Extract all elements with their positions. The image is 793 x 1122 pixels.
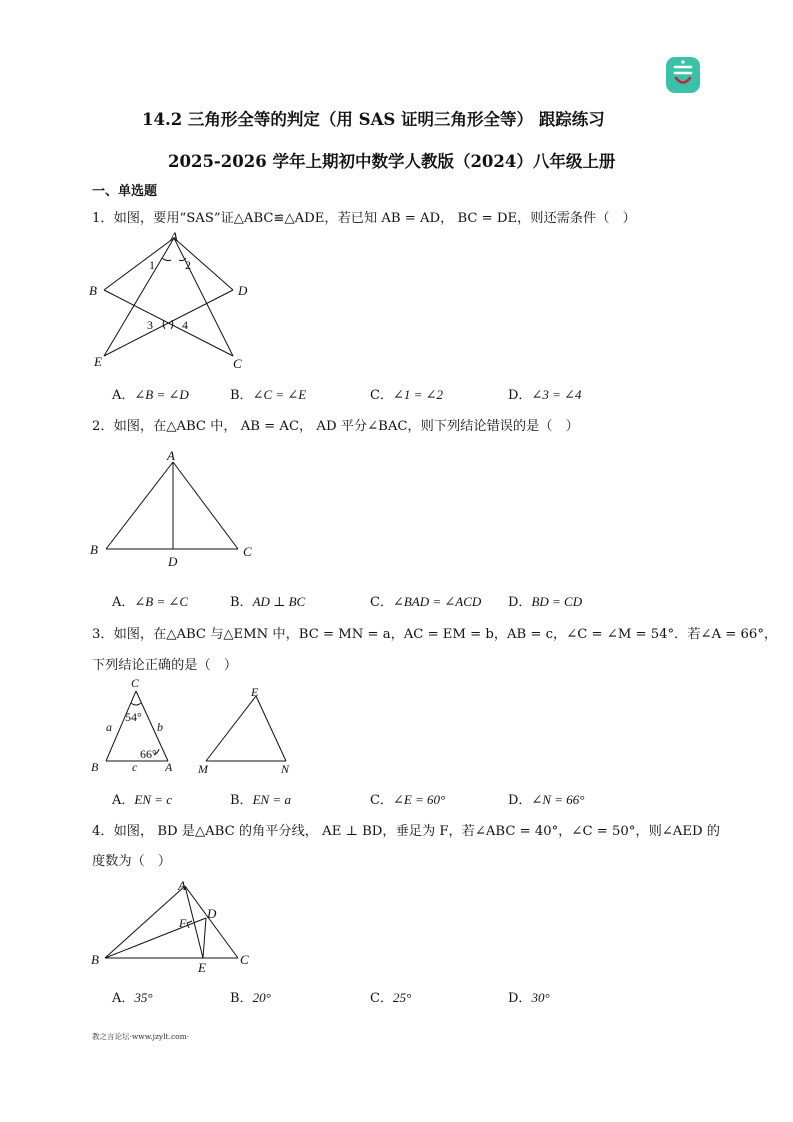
label-A: A: [170, 229, 178, 244]
q4-option-a[interactable]: A．35°: [112, 990, 153, 1006]
label-B: B: [89, 283, 97, 298]
label-F: F: [179, 916, 187, 930]
page-subtitle: 2025-2026 学年上期初中数学人教版（2024）八年级上册: [168, 152, 616, 171]
label-66: 66°: [140, 747, 157, 761]
label-C: C: [131, 676, 140, 690]
label-1: 1: [149, 258, 155, 272]
question-3-stem-line1: 3．如图，在△ABC 与△EMN 中，BC = MN = a，AC = EM = b，AB = c，∠C = ∠M = 54°．若∠A = 66°，: [92, 627, 778, 642]
q3-option-d[interactable]: D．∠N = 66°: [508, 792, 585, 808]
q2-option-d[interactable]: D．BD = CD: [508, 594, 583, 610]
label-B: B: [90, 542, 98, 557]
section-heading: 一、单选题: [92, 184, 158, 199]
question-3-figure: [88, 675, 303, 780]
label-C: C: [240, 952, 249, 967]
q1-option-c[interactable]: C．∠1 = ∠2: [370, 387, 444, 403]
question-2-figure: [88, 444, 263, 572]
q3-option-b[interactable]: B．EN = a: [230, 792, 291, 808]
label-C: C: [233, 356, 242, 371]
q1-option-a[interactable]: A．∠B = ∠D: [112, 387, 189, 403]
label-D: D: [168, 554, 178, 569]
label-E: E: [198, 960, 206, 975]
label-b: b: [157, 720, 163, 734]
q4-option-c[interactable]: C．25°: [370, 990, 412, 1006]
label-D: D: [207, 906, 217, 921]
question-1-figure: [88, 228, 263, 373]
label-M: M: [198, 762, 208, 776]
label-B: B: [91, 760, 99, 774]
q1-option-d[interactable]: D．∠3 = ∠4: [508, 387, 582, 403]
label-E: E: [94, 354, 102, 369]
menu-smile-icon: [666, 57, 700, 93]
label-c: c: [132, 760, 138, 774]
label-B: B: [91, 952, 99, 967]
question-3-stem-line2: 下列结论正确的是（ ）: [92, 658, 238, 673]
label-A: A: [178, 878, 186, 893]
question-1-stem: 1．如图，要用“SAS”证△ABC≌△ADE，若已知 AB = AD， BC = DE，则还需条件（ ）: [92, 211, 636, 226]
label-E: E: [251, 685, 259, 699]
q3-option-a[interactable]: A．EN = c: [112, 792, 173, 808]
q4-option-b[interactable]: B．20°: [230, 990, 271, 1006]
question-4-stem-line2: 度数为（ ）: [92, 854, 172, 869]
question-2-stem: 2．如图，在△ABC 中， AB = AC， AD 平分∠BAC，则下列结论错误的是（ ）: [92, 419, 579, 434]
q1-option-b[interactable]: B．∠C = ∠E: [230, 387, 307, 403]
footer-text: 教之言论坛·www.jzylt.com·: [92, 1032, 190, 1041]
label-4: 4: [182, 318, 188, 332]
q4-option-d[interactable]: D．30°: [508, 990, 550, 1006]
label-a: a: [106, 720, 112, 734]
label-A: A: [167, 448, 175, 463]
q2-option-b[interactable]: B．AD ⊥ BC: [230, 594, 306, 610]
label-3: 3: [147, 318, 153, 332]
label-54: 54°: [125, 710, 142, 724]
label-2: 2: [185, 258, 191, 272]
logo-icon: [666, 57, 700, 93]
q2-option-c[interactable]: C．∠BAD = ∠ACD: [370, 594, 482, 610]
q3-option-c[interactable]: C．∠E = 60°: [370, 792, 446, 808]
label-N: N: [281, 762, 290, 776]
q2-option-a[interactable]: A．∠B = ∠C: [112, 594, 189, 610]
question-4-stem-line1: 4．如图， BD 是△ABC 的角平分线， AE ⊥ BD，垂足为 F，若∠ABC = 40°，∠C = 50°，则∠AED 的: [92, 824, 720, 839]
label-A: A: [165, 760, 173, 774]
question-4-figure: [88, 876, 263, 976]
page-title: 14.2 三角形全等的判定（用 SAS 证明三角形全等） 跟踪练习: [142, 110, 605, 129]
label-C: C: [243, 544, 252, 559]
label-D: D: [238, 283, 248, 298]
